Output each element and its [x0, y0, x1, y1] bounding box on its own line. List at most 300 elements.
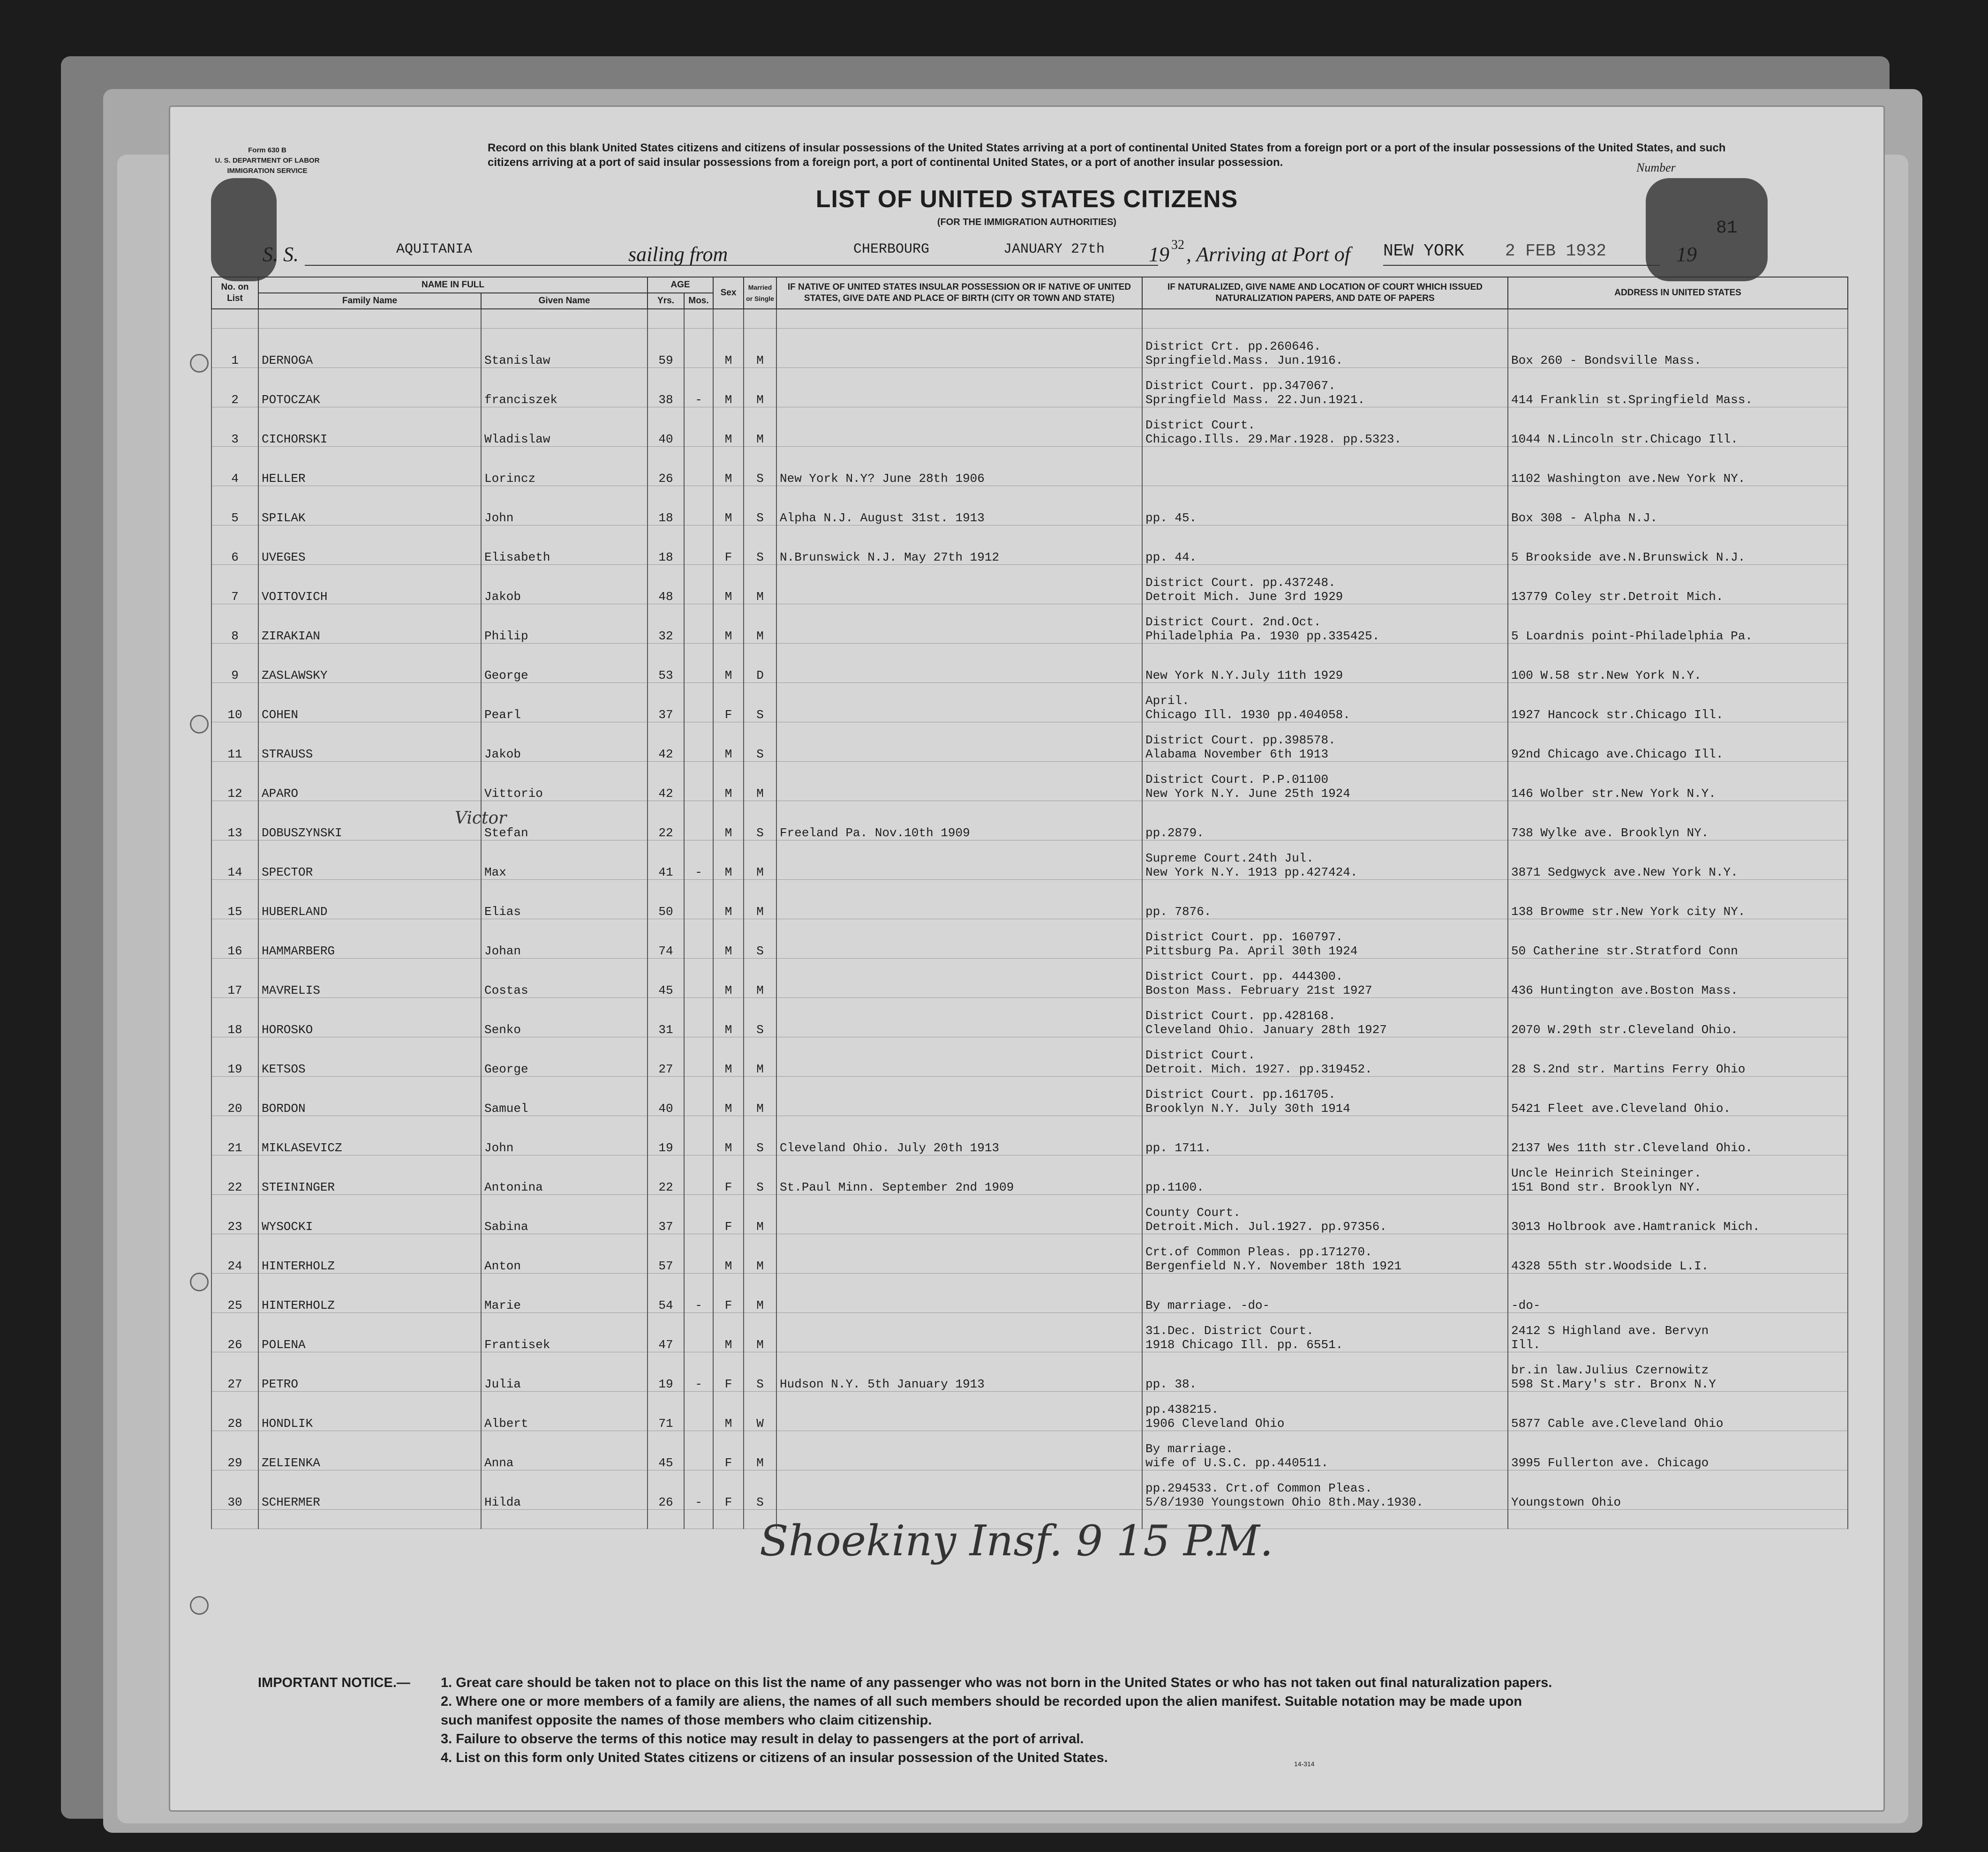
- naturalization-line: District Court. pp.428168.: [1145, 1009, 1336, 1023]
- age-months: -: [684, 1470, 713, 1510]
- table-row: [211, 998, 1848, 1037]
- table-row: [211, 840, 1848, 880]
- family-name: COHEN: [258, 683, 481, 722]
- header-sex: Sex: [713, 277, 744, 309]
- given-name: Marie: [481, 1274, 648, 1313]
- naturalization-line: Springfield Mass. 22.Jun.1921.: [1145, 393, 1365, 407]
- header-yrs: Yrs.: [648, 293, 684, 309]
- row-number: 20: [211, 1077, 258, 1116]
- age-months: [684, 1431, 713, 1470]
- row-number: 1: [211, 329, 258, 368]
- sex: F: [713, 525, 744, 565]
- row-number: 12: [211, 762, 258, 801]
- us-address: [1508, 447, 1848, 486]
- marital-status: M: [744, 1234, 776, 1274]
- address-line: 4328 55th str.Woodside L.I.: [1511, 1259, 1709, 1273]
- sex: M: [713, 880, 744, 919]
- sex: M: [713, 1313, 744, 1352]
- sex: F: [713, 1352, 744, 1392]
- family-name: SPILAK: [258, 486, 481, 525]
- naturalization-info: [1142, 801, 1508, 840]
- us-address: [1508, 840, 1848, 880]
- age-years: 53: [648, 644, 684, 683]
- naturalization-line: 1918 Chicago Ill. pp. 6551.: [1145, 1338, 1343, 1352]
- address-line: 5421 Fleet ave.Cleveland Ohio.: [1511, 1102, 1731, 1116]
- us-address: [1508, 1116, 1848, 1155]
- given-name: John: [481, 486, 648, 525]
- sailing-date: JANUARY 27th: [1003, 241, 1105, 257]
- naturalization-line: District Court. pp.437248.: [1145, 576, 1336, 590]
- family-name: HONDLIK: [258, 1392, 481, 1431]
- given-name: Johan: [481, 919, 648, 959]
- marital-status: M: [744, 1195, 776, 1234]
- birth-place-date: N.Brunswick N.J. May 27th 1912: [776, 525, 1142, 565]
- naturalization-info: [1142, 486, 1508, 525]
- header-mos: Mos.: [684, 293, 713, 309]
- naturalization-line: Cleveland Ohio. January 28th 1927: [1145, 1023, 1387, 1037]
- age-months: [684, 565, 713, 604]
- birth-place-date: [776, 1392, 1142, 1431]
- row-number: 4: [211, 447, 258, 486]
- address-line: 1044 N.Lincoln str.Chicago Ill.: [1511, 432, 1738, 446]
- age-years: 48: [648, 565, 684, 604]
- table-row: [211, 1077, 1848, 1116]
- sex: F: [713, 1431, 744, 1470]
- age-months: [684, 919, 713, 959]
- address-line: Youngstown Ohio: [1511, 1495, 1621, 1509]
- family-name: KETSOS: [258, 1037, 481, 1077]
- ship-name: AQUITANIA: [396, 241, 473, 257]
- us-address: [1508, 1234, 1848, 1274]
- family-name: DERNOGA: [258, 329, 481, 368]
- given-name: Pearl: [481, 683, 648, 722]
- family-name: HAMMARBERG: [258, 919, 481, 959]
- naturalization-line: District Court. pp.161705.: [1145, 1087, 1336, 1102]
- naturalization-line: Detroit.Mich. Jul.1927. pp.97356.: [1145, 1220, 1387, 1234]
- family-name: STRAUSS: [258, 722, 481, 762]
- naturalization-line: Crt.of Common Pleas. pp.171270.: [1145, 1245, 1372, 1259]
- row-number: 2: [211, 368, 258, 407]
- table-row: [211, 604, 1848, 644]
- row-number: 3: [211, 407, 258, 447]
- age-years: 18: [648, 525, 684, 565]
- address-line: 2137 Wes 11th str.Cleveland Ohio.: [1511, 1141, 1753, 1155]
- age-months: [684, 329, 713, 368]
- marital-status: S: [744, 1352, 776, 1392]
- form-number: Form 630 B: [248, 146, 286, 154]
- notice-item-1: 1. Great care should be taken not to place on this list the name of any passenger who was not born in the United States or who has not taken out final naturalization papers.: [441, 1675, 1552, 1690]
- naturalization-line: Alabama November 6th 1913: [1145, 747, 1329, 761]
- naturalization-info: [1142, 1313, 1508, 1352]
- family-name: STEININGER: [258, 1155, 481, 1195]
- number-label: Number: [1636, 161, 1676, 174]
- naturalization-line: By marriage.: [1145, 1442, 1234, 1456]
- naturalization-info: [1142, 525, 1508, 565]
- notice-label: IMPORTANT NOTICE.—: [258, 1675, 410, 1690]
- naturalization-info: [1142, 329, 1508, 368]
- important-notice: [258, 1673, 1552, 1767]
- age-years: 47: [648, 1313, 684, 1352]
- us-address: [1508, 1431, 1848, 1470]
- header-married-single: Married or Single: [744, 277, 776, 309]
- birth-place-date: [776, 880, 1142, 919]
- marital-status: M: [744, 1313, 776, 1352]
- address-line: 92nd Chicago ave.Chicago Ill.: [1511, 747, 1724, 761]
- naturalization-info: [1142, 1392, 1508, 1431]
- naturalization-line: District Court. pp. 444300.: [1145, 969, 1343, 983]
- us-address: [1508, 1313, 1848, 1352]
- sex: M: [713, 565, 744, 604]
- address-line: 5 Brookside ave.N.Brunswick N.J.: [1511, 550, 1746, 564]
- marital-status: S: [744, 919, 776, 959]
- form-title: LIST OF UNITED STATES CITIZENS: [815, 186, 1238, 213]
- table-row: [211, 1352, 1848, 1392]
- form-code: 14-314: [1294, 1760, 1315, 1768]
- birth-place-date: [776, 762, 1142, 801]
- family-name: APARO: [258, 762, 481, 801]
- year-prefix: 19: [1149, 243, 1169, 266]
- age-years: 37: [648, 683, 684, 722]
- us-address: [1508, 368, 1848, 407]
- sex: F: [713, 1274, 744, 1313]
- marital-status: M: [744, 565, 776, 604]
- age-years: 38: [648, 368, 684, 407]
- sex: M: [713, 486, 744, 525]
- table-row: [211, 1195, 1848, 1234]
- us-address: [1508, 998, 1848, 1037]
- table-row: [211, 1274, 1848, 1313]
- age-months: -: [684, 840, 713, 880]
- marital-status: D: [744, 644, 776, 683]
- naturalization-line: Bergenfield N.Y. November 18th 1921: [1145, 1259, 1402, 1273]
- birth-place-date: [776, 722, 1142, 762]
- table-row: [211, 1234, 1848, 1274]
- naturalization-line: District Court. pp.398578.: [1145, 733, 1336, 747]
- birth-place-date: [776, 998, 1142, 1037]
- age-years: 31: [648, 998, 684, 1037]
- address-line: 738 Wylke ave. Brooklyn NY.: [1511, 826, 1709, 840]
- us-address: [1508, 486, 1848, 525]
- age-months: [684, 1037, 713, 1077]
- birth-place-date: Hudson N.Y. 5th January 1913: [776, 1352, 1142, 1392]
- address-line: Box 260 - Bondsville Mass.: [1511, 353, 1702, 367]
- row-number: 5: [211, 486, 258, 525]
- age-months: [684, 644, 713, 683]
- age-years: 26: [648, 447, 684, 486]
- table-row: [211, 919, 1848, 959]
- given-name: Julia: [481, 1352, 648, 1392]
- table-row: [211, 368, 1848, 407]
- marital-status: M: [744, 959, 776, 998]
- list-number: 81: [1716, 218, 1738, 238]
- address-line: Ill.: [1511, 1338, 1541, 1352]
- address-line: 138 Browme str.New York city NY.: [1511, 905, 1746, 919]
- birth-place-date: Freeland Pa. Nov.10th 1909: [776, 801, 1142, 840]
- marital-status: S: [744, 447, 776, 486]
- marital-status: S: [744, 683, 776, 722]
- notice-item-2: 2. Where one or more members of a family are aliens, the names of all such members should be recorded upon the alien manifest. Suitable notation may be made upon: [441, 1694, 1522, 1709]
- given-name: Lorincz: [481, 447, 648, 486]
- us-address: [1508, 329, 1848, 368]
- naturalization-line: New York N.Y. 1913 pp.427424.: [1145, 865, 1358, 879]
- sex: M: [713, 722, 744, 762]
- address-line: 2412 S Highland ave. Bervyn: [1511, 1324, 1709, 1338]
- address-line: 1927 Hancock str.Chicago Ill.: [1511, 708, 1724, 722]
- family-name: HINTERHOLZ: [258, 1274, 481, 1313]
- marital-status: M: [744, 1274, 776, 1313]
- birth-place-date: [776, 1431, 1142, 1470]
- given-name: Albert: [481, 1392, 648, 1431]
- naturalization-info: [1142, 1352, 1508, 1392]
- naturalization-line: Supreme Court.24th Jul.: [1145, 851, 1314, 865]
- table-row: [211, 762, 1848, 801]
- age-months: [684, 1195, 713, 1234]
- row-number: 17: [211, 959, 258, 998]
- year-suffix: 32: [1171, 238, 1184, 252]
- family-name: HELLER: [258, 447, 481, 486]
- birth-place-date: [776, 1313, 1142, 1352]
- form-instructions: Record on this blank United States citizens and citizens of insular possessions of the United States arriving at a port of continental United States from a foreign port or a port of the insular possessions of the United States, and such citizens arriving at a port of said insular possessions from a foreign port, a port of continental United States, or a port of another insular possession.: [488, 142, 1726, 169]
- naturalization-line: New York N.Y.July 11th 1929: [1145, 668, 1343, 682]
- address-line: 414 Franklin st.Springfield Mass.: [1511, 393, 1753, 407]
- sex: M: [713, 644, 744, 683]
- notice-item-3: 3. Failure to observe the terms of this notice may result in delay to passengers at the port of arrival.: [441, 1732, 1084, 1747]
- us-address: [1508, 644, 1848, 683]
- manifest-page: [169, 105, 1885, 1812]
- marital-status: S: [744, 998, 776, 1037]
- given-name: Costas: [481, 959, 648, 998]
- naturalization-line: pp. 44.: [1145, 550, 1197, 564]
- address-line: 2070 W.29th str.Cleveland Ohio.: [1511, 1023, 1738, 1037]
- age-years: 19: [648, 1352, 684, 1392]
- given-name: Sabina: [481, 1195, 648, 1234]
- us-address: [1508, 959, 1848, 998]
- table-row: [211, 722, 1848, 762]
- family-name: ZELIENKA: [258, 1431, 481, 1470]
- naturalization-line: pp. 38.: [1145, 1377, 1197, 1391]
- family-name: VOITOVICH: [258, 565, 481, 604]
- birth-place-date: [776, 329, 1142, 368]
- row-number: 6: [211, 525, 258, 565]
- age-years: 18: [648, 486, 684, 525]
- age-years: 57: [648, 1234, 684, 1274]
- age-months: [684, 1234, 713, 1274]
- sex: M: [713, 604, 744, 644]
- us-address: [1508, 801, 1848, 840]
- row-number: 25: [211, 1274, 258, 1313]
- us-address: [1508, 407, 1848, 447]
- age-months: [684, 447, 713, 486]
- age-years: 54: [648, 1274, 684, 1313]
- header-no: No. on List: [211, 277, 258, 309]
- given-name: George: [481, 1037, 648, 1077]
- family-name: MIKLASEVICZ: [258, 1116, 481, 1155]
- marital-status: S: [744, 1116, 776, 1155]
- birth-place-date: [776, 644, 1142, 683]
- punch-hole: [190, 1273, 209, 1291]
- inspector-signature: Shoekiny Insf. 9 15 P.M.: [760, 1516, 1273, 1566]
- naturalization-line: District Court. pp. 160797.: [1145, 930, 1343, 944]
- naturalization-line: Brooklyn N.Y. July 30th 1914: [1145, 1102, 1350, 1116]
- sex: F: [713, 683, 744, 722]
- family-name: MAVRELIS: [258, 959, 481, 998]
- department-name: U. S. DEPARTMENT OF LABOR: [215, 157, 320, 165]
- given-name: Elisabeth: [481, 525, 648, 565]
- service-name: IMMIGRATION SERVICE: [227, 167, 308, 175]
- age-months: [684, 1392, 713, 1431]
- row-number: 26: [211, 1313, 258, 1352]
- naturalization-info: [1142, 407, 1508, 447]
- given-name: Hilda: [481, 1470, 648, 1510]
- punch-hole: [190, 715, 209, 734]
- sex: M: [713, 762, 744, 801]
- sex: F: [713, 1155, 744, 1195]
- sex: F: [713, 1470, 744, 1510]
- naturalization-line: Chicago.Ills. 29.Mar.1928. pp.5323.: [1145, 432, 1402, 446]
- age-years: 32: [648, 604, 684, 644]
- given-name: Jakob: [481, 565, 648, 604]
- sex: M: [713, 1234, 744, 1274]
- age-years: 50: [648, 880, 684, 919]
- row-number: 14: [211, 840, 258, 880]
- naturalization-info: [1142, 447, 1508, 486]
- address-line: Uncle Heinrich Steininger.: [1511, 1166, 1702, 1180]
- age-years: 19: [648, 1116, 684, 1155]
- marital-status: M: [744, 762, 776, 801]
- naturalization-info: [1142, 1431, 1508, 1470]
- naturalization-line: Boston Mass. February 21st 1927: [1145, 983, 1372, 997]
- age-months: [684, 722, 713, 762]
- table-row: [211, 959, 1848, 998]
- handwritten-correction: Victor: [455, 809, 507, 828]
- marital-status: S: [744, 486, 776, 525]
- age-years: 59: [648, 329, 684, 368]
- row-number: 30: [211, 1470, 258, 1510]
- us-address: [1508, 1392, 1848, 1431]
- row-number: 16: [211, 919, 258, 959]
- table-row: [211, 1116, 1848, 1155]
- table-row: [211, 525, 1848, 565]
- naturalization-line: wife of U.S.C. pp.440511.: [1145, 1456, 1329, 1470]
- age-months: [684, 1116, 713, 1155]
- given-name: George: [481, 644, 648, 683]
- age-months: [684, 486, 713, 525]
- address-line: 3013 Holbrook ave.Hamtranick Mich.: [1511, 1220, 1760, 1234]
- naturalization-info: [1142, 880, 1508, 919]
- marital-status: M: [744, 1037, 776, 1077]
- naturalization-info: [1142, 644, 1508, 683]
- birth-place-date: [776, 604, 1142, 644]
- given-name: Frantisek: [481, 1313, 648, 1352]
- naturalization-info: [1142, 368, 1508, 407]
- age-years: 26: [648, 1470, 684, 1510]
- age-months: [684, 1155, 713, 1195]
- citizens-table: [211, 277, 1848, 1529]
- us-address: [1508, 722, 1848, 762]
- marital-status: M: [744, 407, 776, 447]
- naturalization-line: District Court. pp.347067.: [1145, 379, 1336, 393]
- age-months: [684, 998, 713, 1037]
- table-row: [211, 407, 1848, 447]
- address-line: 5 Loardnis point-Philadelphia Pa.: [1511, 629, 1753, 643]
- naturalization-info: [1142, 565, 1508, 604]
- age-years: 27: [648, 1037, 684, 1077]
- marital-status: M: [744, 368, 776, 407]
- naturalization-info: [1142, 1037, 1508, 1077]
- naturalization-info: [1142, 604, 1508, 644]
- marital-status: S: [744, 1155, 776, 1195]
- table-row: [211, 486, 1848, 525]
- family-name: POLENA: [258, 1313, 481, 1352]
- birth-place-date: [776, 919, 1142, 959]
- marital-status: M: [744, 840, 776, 880]
- age-years: 37: [648, 1195, 684, 1234]
- notice-item-2-cont: such manifest opposite the names of those members who claim citizenship.: [441, 1713, 932, 1728]
- header-age: AGE: [648, 277, 713, 293]
- marital-status: M: [744, 1431, 776, 1470]
- header-name-in-full: NAME IN FULL: [258, 277, 648, 293]
- naturalization-info: [1142, 1116, 1508, 1155]
- birth-place-date: [776, 1077, 1142, 1116]
- age-years: 42: [648, 762, 684, 801]
- given-name: Stanislaw: [481, 329, 648, 368]
- naturalization-line: By marriage. -do-: [1145, 1298, 1270, 1312]
- address-line: 3995 Fullerton ave. Chicago: [1511, 1456, 1709, 1470]
- row-number: 21: [211, 1116, 258, 1155]
- sex: M: [713, 919, 744, 959]
- address-line: -do-: [1511, 1298, 1541, 1312]
- given-name: Philip: [481, 604, 648, 644]
- naturalization-line: Chicago Ill. 1930 pp.404058.: [1145, 708, 1350, 722]
- address-line: 50 Catherine str.Stratford Conn: [1511, 944, 1738, 958]
- header-address: ADDRESS IN UNITED STATES: [1508, 277, 1848, 309]
- naturalization-info: [1142, 1274, 1508, 1313]
- sex: M: [713, 1077, 744, 1116]
- us-address: [1508, 762, 1848, 801]
- naturalization-info: [1142, 722, 1508, 762]
- header-family-name: Family Name: [258, 293, 481, 309]
- row-number: 19: [211, 1037, 258, 1077]
- naturalization-info: [1142, 998, 1508, 1037]
- naturalization-line: pp.2879.: [1145, 826, 1204, 840]
- row-number: 22: [211, 1155, 258, 1195]
- birth-place-date: St.Paul Minn. September 2nd 1909: [776, 1155, 1142, 1195]
- family-name: BORDON: [258, 1077, 481, 1116]
- age-years: 45: [648, 959, 684, 998]
- naturalization-info: [1142, 840, 1508, 880]
- naturalization-line: 31.Dec. District Court.: [1145, 1324, 1314, 1338]
- us-address: [1508, 1470, 1848, 1510]
- naturalization-line: Detroit Mich. June 3rd 1929: [1145, 590, 1343, 604]
- marital-status: S: [744, 801, 776, 840]
- marital-status: S: [744, 722, 776, 762]
- row-number: 8: [211, 604, 258, 644]
- age-months: [684, 801, 713, 840]
- sex: F: [713, 1195, 744, 1234]
- age-months: [684, 407, 713, 447]
- row-number: 27: [211, 1352, 258, 1392]
- age-months: [684, 1077, 713, 1116]
- row-number: 29: [211, 1431, 258, 1470]
- naturalization-line: 1906 Cleveland Ohio: [1145, 1417, 1285, 1431]
- naturalization-line: April.: [1145, 694, 1190, 708]
- naturalization-line: District Court.: [1145, 418, 1256, 432]
- us-address: [1508, 525, 1848, 565]
- age-months: [684, 604, 713, 644]
- us-address: [1508, 565, 1848, 604]
- header-birth: IF NATIVE OF UNITED STATES INSULAR POSSESSION OR IF NATIVE OF UNITED STATES, GIVE DATE AND PLACE OF BIRTH (CITY OR TOWN AND STATE): [776, 277, 1142, 309]
- birth-place-date: [776, 683, 1142, 722]
